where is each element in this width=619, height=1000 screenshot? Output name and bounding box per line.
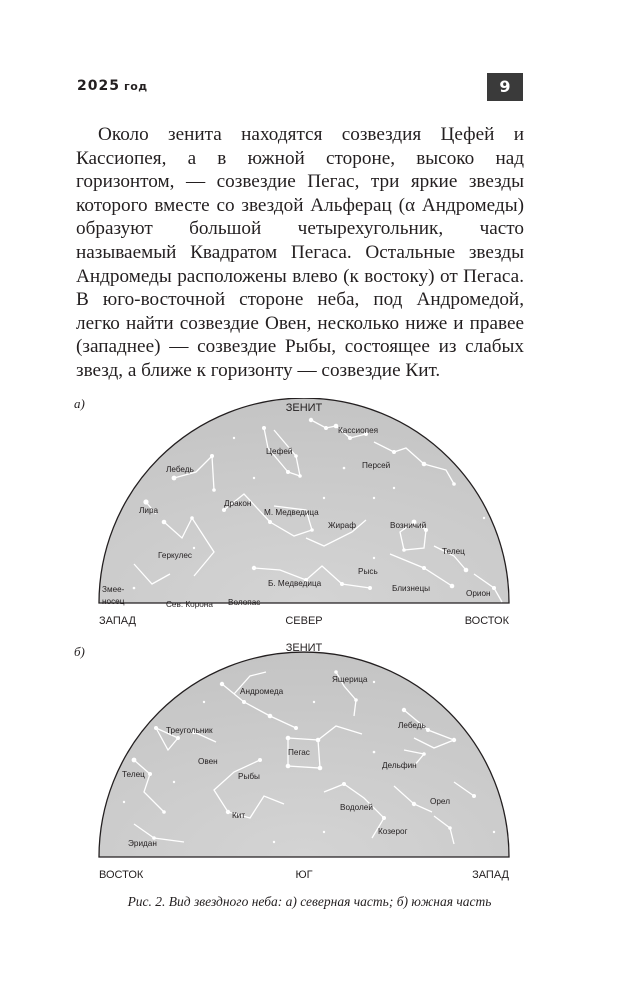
label-serpens-2: носец — [102, 597, 125, 606]
horizon-east: ВОСТОК — [99, 869, 144, 881]
body-paragraph — [76, 123, 524, 383]
zenith-label: ЗЕНИТ — [285, 642, 323, 655]
label-aquarius: Водолей — [340, 803, 373, 812]
label-delphinus: Дельфин — [382, 761, 417, 770]
label-hercules: Геркулес — [158, 551, 193, 560]
label-cetus: Кит — [232, 811, 246, 820]
label-perseus: Персей — [362, 461, 391, 470]
label-cepheus: Цефей — [266, 447, 293, 456]
label-ursa-major: Б. Медведица — [268, 579, 322, 588]
label-corona-borealis: Сев. Корона — [166, 600, 213, 609]
page-number: 9 — [487, 73, 523, 101]
label-triangulum: Треугольник — [166, 726, 213, 735]
sky-dome — [99, 398, 509, 603]
paragraph-text: Около зенита находятся созвездия Цефей и Кассиопея, а в южной стороне, высоко над горизонтом, — созвездие Пегас, три яркие звезды которого вместе со звездой Альферац (α Андромеды) образуют большой четырехугольник, часто называемый Квадратом Пегаса. Остальные звезды Андромеды расположены влево (к востоку) от Пегаса. В юго-восточной стороне неба, под Андромедой, легко найти созвездие Овен, несколько ниже и правее (западнее) — созвездие Рыбы, состоящее из слабых звезд, а ближе к горизонту — созвездие Кит. — [76, 124, 524, 381]
label-auriga: Возничий — [390, 521, 427, 530]
figure-a-label: а) — [74, 396, 85, 411]
sky-map-south — [74, 642, 534, 882]
label-lyra: Лира — [139, 506, 159, 515]
label-bootes: Волопас — [228, 598, 261, 607]
label-draco: Дракон — [224, 499, 252, 508]
figure-caption: Рис. 2. Вид звездного неба: а) северная часть; б) южная часть — [127, 894, 492, 909]
label-gemini: Близнецы — [392, 584, 431, 593]
label-serpens-1: Змее- — [102, 585, 125, 594]
sky-map-north — [74, 398, 534, 628]
zenith-label: ЗЕНИТ — [285, 402, 323, 415]
horizon-west: ЗАПАД — [472, 869, 509, 881]
label-taurus: Телец — [442, 547, 465, 556]
label-aquila: Орел — [430, 797, 450, 806]
header-year-suffix: год — [123, 80, 148, 93]
label-pegasus: Пегас — [288, 748, 310, 757]
label-lynx: Рысь — [358, 567, 378, 576]
label-cygnus: Лебедь — [166, 465, 194, 474]
label-camelopardalis: Жираф — [328, 521, 356, 530]
horizon-west: ЗАПАД — [99, 615, 136, 627]
label-pisces: Рыбы — [238, 772, 260, 781]
horizon-south: ЮГ — [295, 869, 313, 881]
label-ursa-minor: М. Медведица — [264, 508, 319, 517]
label-capricornus: Козерог — [378, 827, 408, 836]
header-year: 2025 — [77, 78, 120, 94]
label-eridanus: Эридан — [128, 839, 157, 848]
label-cygnus: Лебедь — [398, 721, 426, 730]
running-header — [77, 78, 148, 94]
figure-b-label: б) — [74, 644, 85, 659]
horizon-east: ВОСТОК — [464, 615, 509, 627]
label-lacerta: Ящерица — [332, 675, 368, 684]
label-andromeda: Андромеда — [240, 687, 284, 696]
horizon-north: СЕВЕР — [285, 615, 323, 627]
label-orion: Орион — [466, 589, 491, 598]
label-taurus: Телец — [122, 770, 145, 779]
label-aries: Овен — [198, 757, 218, 766]
label-cassiopeia: Кассиопея — [338, 426, 379, 435]
